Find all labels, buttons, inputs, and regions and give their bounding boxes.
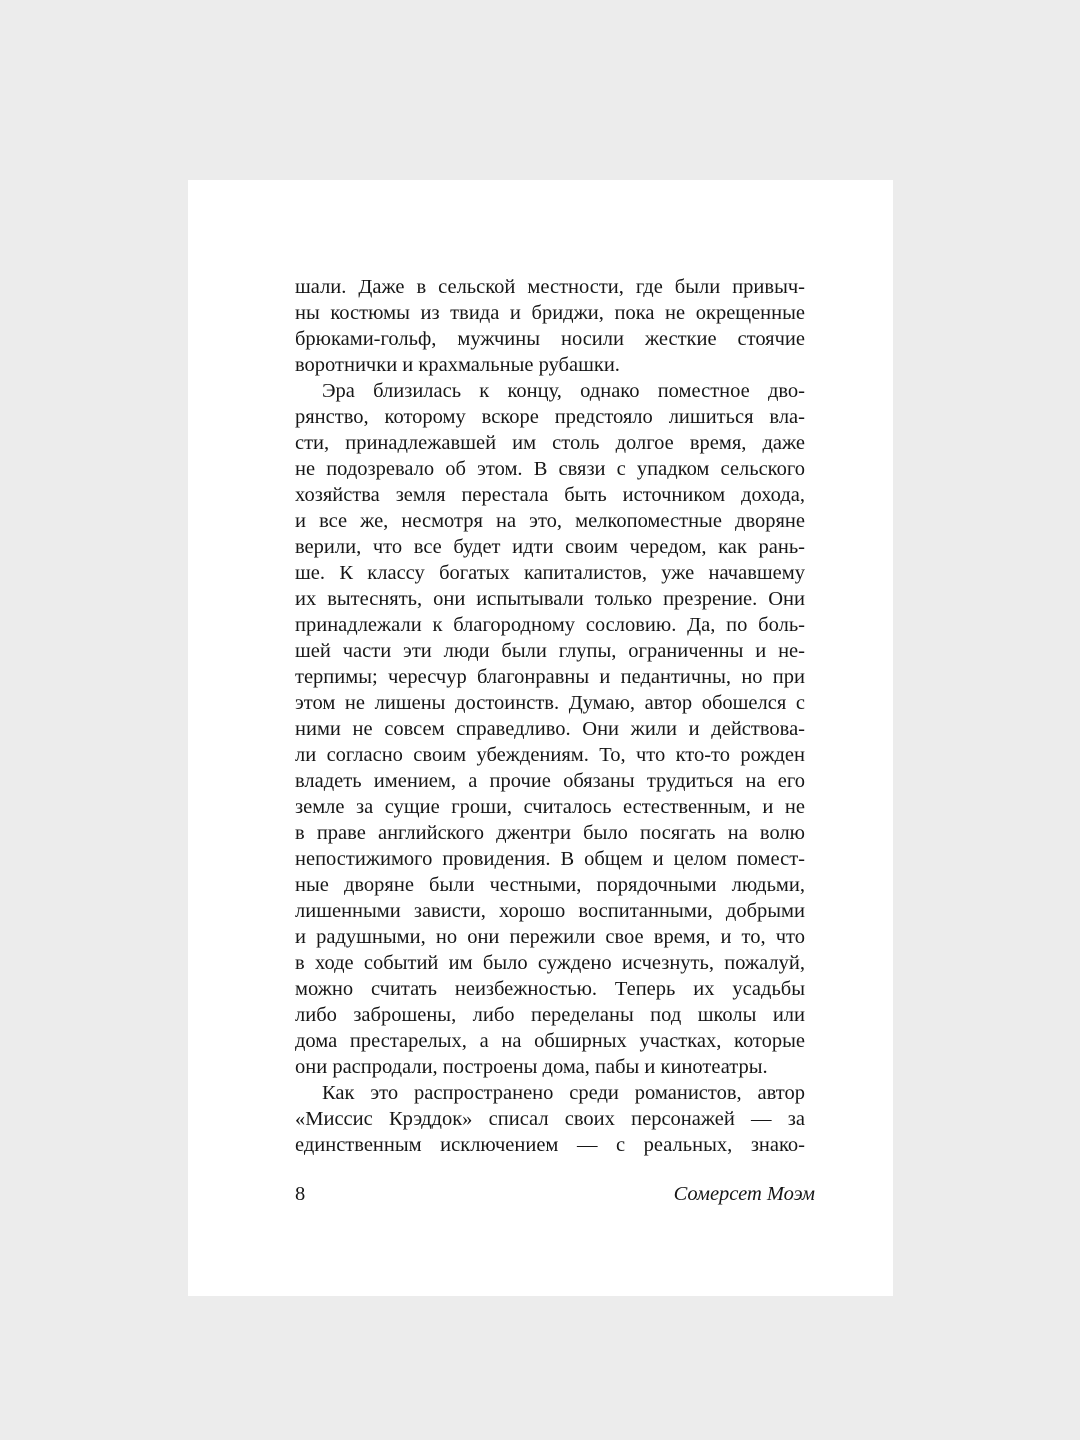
text-line: ли согласно своим убеждениям. То, что кто-то рожден	[295, 744, 805, 766]
text-line: шали. Даже в сельской местности, где были привыч-	[295, 276, 805, 298]
text-line: сти, принадлежавшей им столь долгое время, даже	[295, 432, 805, 454]
text-line: терпимы; чересчур благонравны и педантичны, но при	[295, 666, 805, 688]
text-line: владеть имением, а прочие обязаны трудиться на его	[295, 770, 805, 792]
page-footer	[295, 1181, 815, 1207]
text-line: ны костюмы из твида и бриджи, пока не окрещенные	[295, 302, 805, 324]
text-line: в праве английского джентри было посягать на волю	[295, 822, 805, 844]
text-line: ше. К классу богатых капиталистов, уже начавшему	[295, 562, 805, 584]
book-page	[188, 180, 893, 1296]
page-number: 8	[295, 1183, 306, 1205]
text-line: шей части эти люди были глупы, ограниченны и не-	[295, 640, 805, 662]
paragraph-1	[295, 274, 805, 378]
text-line: рянство, которому вскоре предстояло лишиться вла-	[295, 406, 805, 428]
text-line: в ходе событий им было суждено исчезнуть, пожалуй,	[295, 952, 805, 974]
running-author: Сомерсет Моэм	[673, 1183, 815, 1205]
text-line: их вытеснять, они испытывали только презрение. Они	[295, 588, 805, 610]
text-line: не подозревало об этом. В связи с упадком сельского	[295, 458, 805, 480]
text-line: ные дворяне были честными, порядочными людьми,	[295, 874, 805, 896]
text-line: Как это распространено среди романистов, автор	[322, 1082, 805, 1104]
text-line: и радушными, но они пережили свое время, и то, что	[295, 926, 805, 948]
text-line: ними не совсем справедливо. Они жили и действова-	[295, 718, 805, 740]
text-line: этом не лишены достоинств. Думаю, автор обошелся с	[295, 692, 805, 714]
text-line: либо заброшены, либо переделаны под школы или	[295, 1004, 805, 1026]
text-line: непостижимого провидения. В общем и целом помест-	[295, 848, 805, 870]
text-line: принадлежали к благородному сословию. Да, по боль-	[295, 614, 805, 636]
text-line: Эра близилась к концу, однако поместное дво-	[322, 380, 805, 402]
text-line: можно считать неизбежностью. Теперь их усадьбы	[295, 978, 805, 1000]
paragraph-3	[295, 1080, 805, 1158]
text-line: хозяйства земля перестала быть источником дохода,	[295, 484, 805, 506]
text-line: брюками-гольф, мужчины носили жесткие стоячие	[295, 328, 805, 350]
paragraph-2	[295, 378, 805, 1080]
text-line: верили, что все будет идти своим чередом, как рань-	[295, 536, 805, 558]
text-line: воротнички и крахмальные рубашки.	[295, 354, 620, 376]
text-line: и все же, несмотря на это, мелкопоместные дворяне	[295, 510, 805, 532]
body-text	[295, 274, 805, 1158]
text-line: дома престарелых, а на обширных участках, которые	[295, 1030, 805, 1052]
text-line: они распродали, построены дома, пабы и кинотеатры.	[295, 1056, 768, 1078]
text-line: единственным исключением — с реальных, знако-	[295, 1134, 805, 1156]
text-line: лишенными зависти, хорошо воспитанными, добрыми	[295, 900, 805, 922]
text-line: земле за сущие гроши, считалось естественным, и не	[295, 796, 805, 818]
text-line: «Миссис Крэддок» списал своих персонажей — за	[295, 1108, 805, 1130]
